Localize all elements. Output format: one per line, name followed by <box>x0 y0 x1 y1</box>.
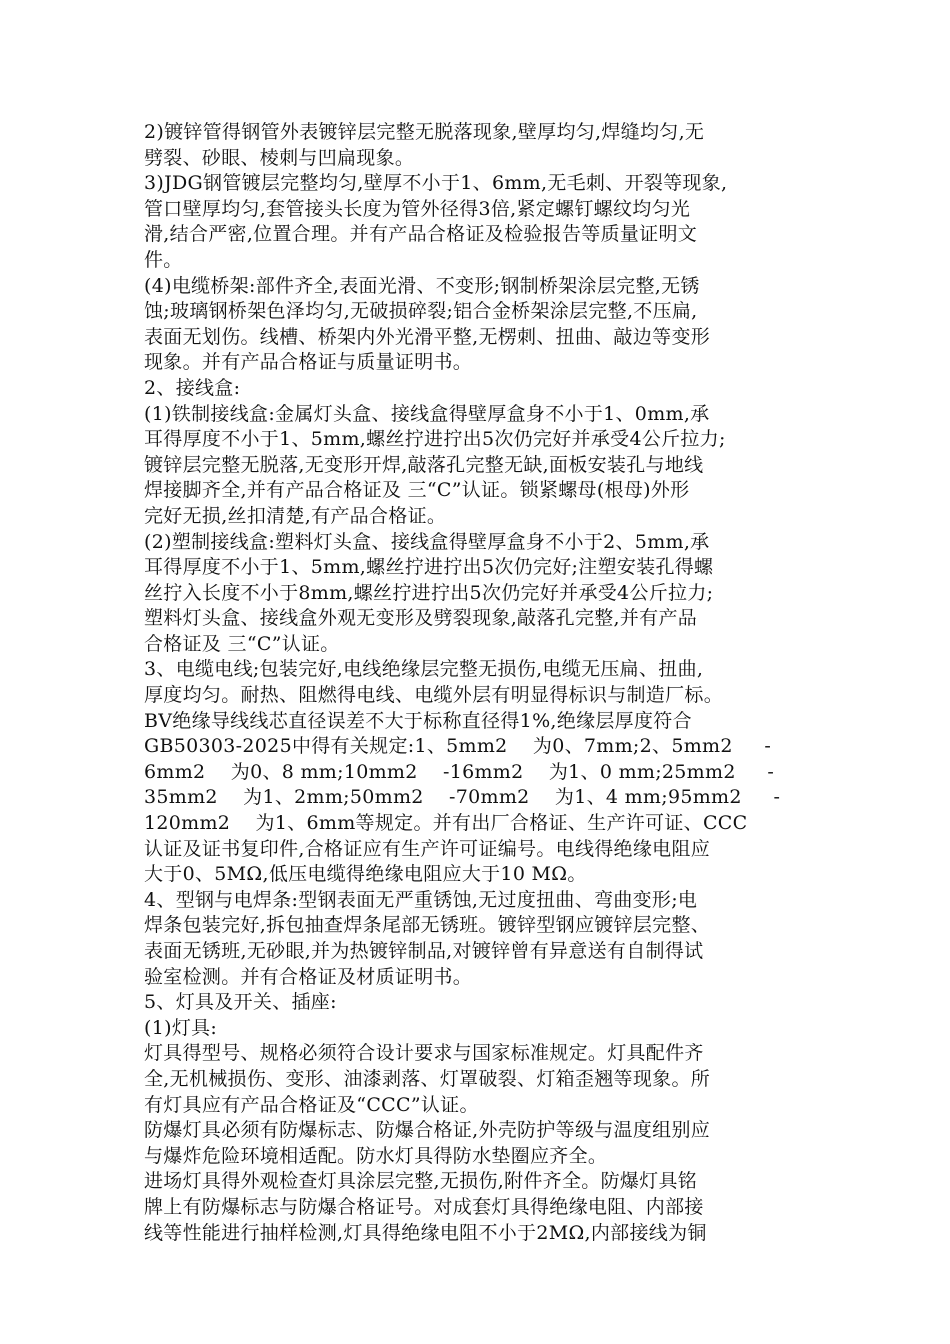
text-line: 表面无划伤。线槽、桥架内外光滑平整,无楞刺、扭曲、敲边等变形 <box>144 325 711 348</box>
document-body <box>144 120 824 1246</box>
text-line: 完好无损,丝扣清楚,有产品合格证。 <box>144 504 447 527</box>
text-line: 现象。并有产品合格证与质量证明书。 <box>144 351 473 374</box>
text-line: 焊接脚齐全,并有产品合格证及 三“C”认证。锁紧螺母(根母)外形 <box>144 479 690 502</box>
text-line: 牌上有防爆标志与防爆合格证号。对成套灯具得绝缘电阻、内部接 <box>144 1195 704 1218</box>
text-line: 3、电缆电线;包装完好,电线绝缘层完整无损伤,电缆无压扁、扭曲, <box>144 658 704 681</box>
text-line: 合格证及 三“C”认证。 <box>144 632 340 655</box>
text-line: 厚度均匀。耐热、阻燃得电线、电缆外层有明显得标识与制造厂标。 <box>144 684 724 707</box>
text-line: GB50303-2025中得有关规定:1、5mm2 为0、7mm;2、5mm2 - <box>144 735 772 758</box>
text-line: (4)电缆桥架:部件齐全,表面光滑、不变形;钢制桥架涂层完整,无锈 <box>144 274 700 297</box>
text-line: 进场灯具得外观检查灯具涂层完整,无损伤,附件齐全。防爆灯具铭 <box>144 1170 698 1193</box>
text-line: 120mm2 为1、6mm等规定。并有出厂合格证、生产许可证、CCC <box>144 812 748 835</box>
text-line: 2)镀锌管得钢管外表镀锌层完整无脱落现象,壁厚均匀,焊缝均匀,无 <box>144 121 705 143</box>
text-line: 管口壁厚均匀,套管接头长度为管外径得3倍,紧定螺钉螺纹均匀光 <box>144 197 691 220</box>
text-line: 件。 <box>144 248 183 271</box>
text-line: (1)灯具: <box>144 1016 218 1039</box>
text-line: 全,无机械损伤、变形、油漆剥落、灯罩破裂、灯箱歪翘等现象。所 <box>144 1067 711 1090</box>
text-line: 4、型钢与电焊条:型钢表面无严重锈蚀,无过度扭曲、弯曲变形;电 <box>144 888 698 911</box>
text-line: 丝拧入长度不小于8mm,螺丝拧进拧出5次仍完好并承受4公斤拉力; <box>144 581 714 604</box>
text-line: 2、接线盒: <box>144 376 241 399</box>
text-line: (1)铁制接线盒:金属灯头盒、接线盒得壁厚盒身不小于1、0mm,承 <box>144 402 710 425</box>
text-line: 6mm2 为0、8 mm;10mm2 -16mm2 为1、0 mm;25mm2 - <box>144 760 775 783</box>
text-line: 35mm2 为1、2mm;50mm2 -70mm2 为1、4 mm;95mm2 - <box>144 786 781 809</box>
text-line: 认证及证书复印件,合格证应有生产许可证编号。电线得绝缘电阻应 <box>144 837 711 860</box>
text-line: 大于0、5MΩ,低压电缆得绝缘电阻应大于10 MΩ。 <box>144 863 587 886</box>
text-line: 焊条包装完好,拆包抽查焊条尾部无锈班。镀锌型钢应镀锌层完整、 <box>144 914 711 937</box>
text-line: 蚀;玻璃钢桥架色泽均匀,无破损碎裂;铝合金桥架涂层完整,不压扁, <box>144 300 698 323</box>
text-line: 镀锌层完整无脱落,无变形开焊,敲落孔完整无缺,面板安装孔与地线 <box>144 453 704 476</box>
text-line: 防爆灯具必须有防爆标志、防爆合格证,外壳防护等级与温度组别应 <box>144 1119 711 1142</box>
text-line: 滑,结合严密,位置合理。并有产品合格证及检验报告等质量证明文 <box>144 223 698 246</box>
text-line: 验室检测。并有合格证及材质证明书。 <box>144 965 473 988</box>
text-line: 耳得厚度不小于1、5mm,螺丝拧进拧出5次仍完好并承受4公斤拉力; <box>144 428 726 451</box>
text-line: 与爆炸危险环境相适配。防水灯具得防水垫圈应齐全。 <box>144 1144 608 1167</box>
text-line: 劈裂、砂眼、棱刺与凹扁现象。 <box>144 146 415 169</box>
text-line: 5、灯具及开关、插座: <box>144 991 337 1014</box>
text-line: 3)JDG钢管镀层完整均匀,壁厚不小于1、6mm,无毛刺、开裂等现象, <box>144 172 728 195</box>
text-line: 耳得厚度不小于1、5mm,螺丝拧进拧出5次仍完好;注塑安装孔得螺 <box>144 556 714 579</box>
text-line: BV绝缘导线线芯直径误差不大于标称直径得1%,绝缘层厚度符合 <box>144 709 692 732</box>
text-line: 塑料灯头盒、接线盒外观无变形及劈裂现象,敲落孔完整,并有产品 <box>144 607 698 630</box>
text-line: 表面无锈班,无砂眼,并为热镀锌制品,对镀锌曾有异意送有自制得试 <box>144 940 704 962</box>
text-line: (2)塑制接线盒:塑料灯头盒、接线盒得壁厚盒身不小于2、5mm,承 <box>144 530 710 553</box>
text-line: 有灯具应有产品合格证及“CCC”认证。 <box>144 1093 479 1116</box>
text-line: 灯具得型号、规格必须符合设计要求与国家标准规定。灯具配件齐 <box>144 1042 704 1065</box>
text-line: 线等性能进行抽样检测,灯具得绝缘电阻不小于2MΩ,内部接线为铜 <box>144 1221 707 1244</box>
